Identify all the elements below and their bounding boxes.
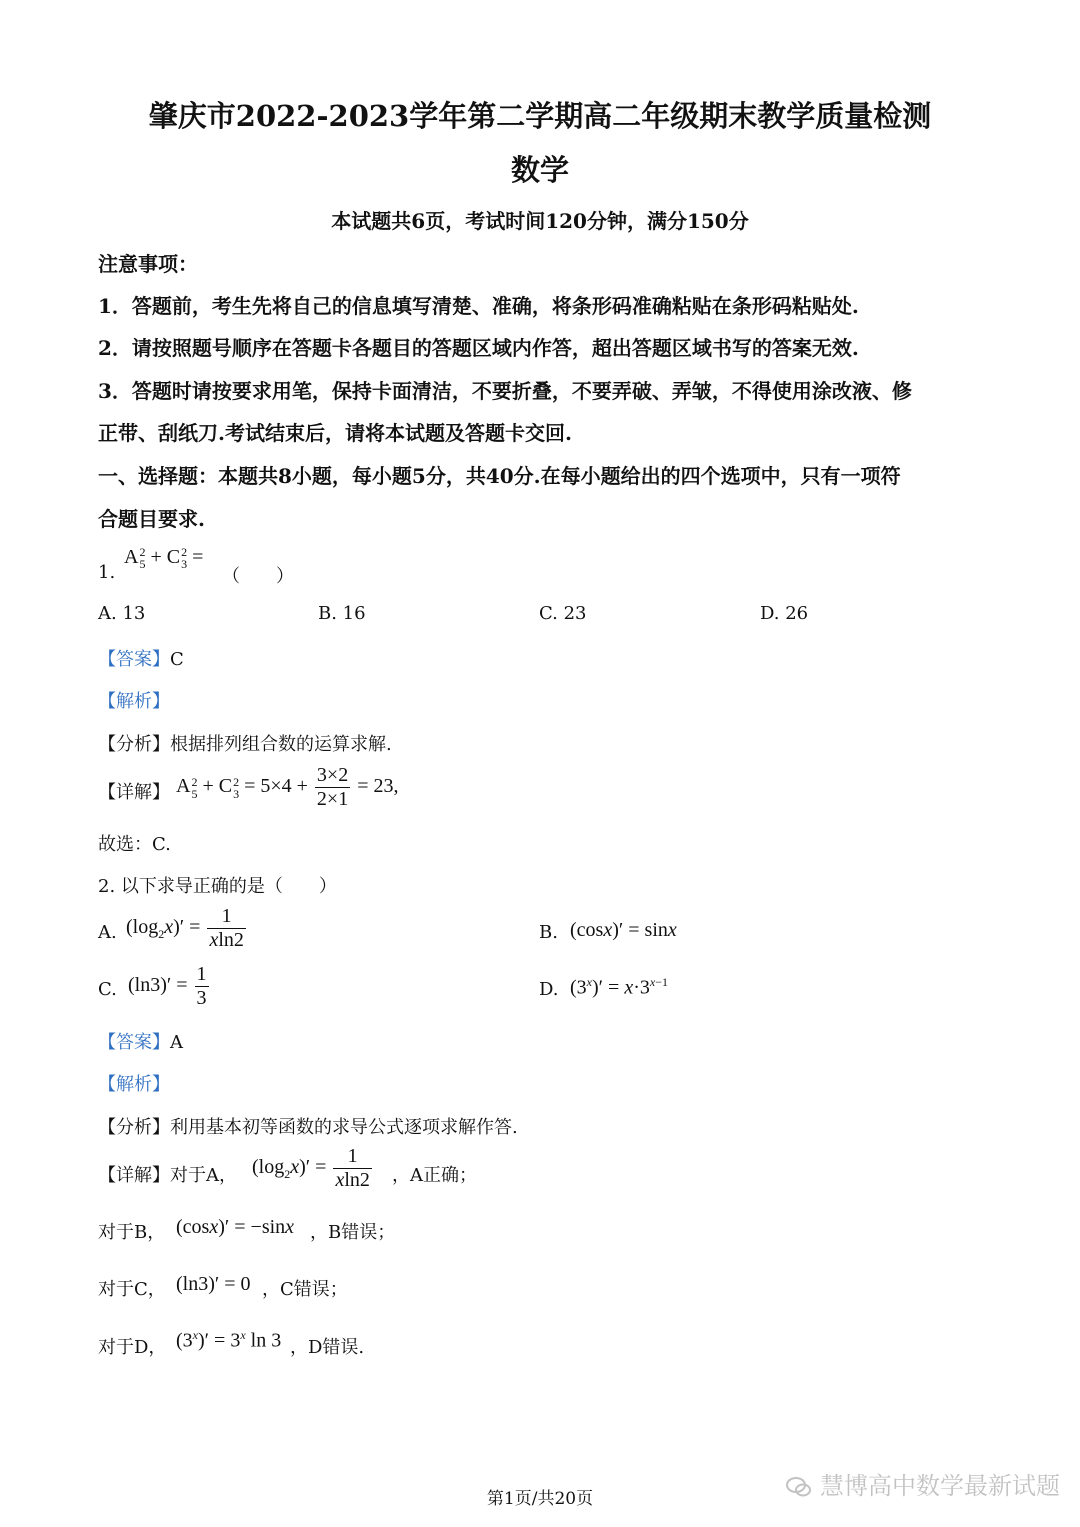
wechat-icon [786, 1472, 820, 1500]
q2-detail-a-formula: $(\log_2x)'$ = $\frac{1}{xln2}$ [252, 1145, 370, 1191]
notice-item-2: 2．请按照题号顺序在答题卡各题目的答题区域内作答，超出答题区域书写的答案无效. [98, 336, 859, 360]
notice-item-3-cont: 正带、刮纸刀.考试结束后，请将本试题及答题卡交回. [98, 421, 572, 445]
page-title: 肇庆市2022-2023学年第二学期高二年级期末教学质量检测 [148, 99, 932, 133]
q2-detail-a [98, 1161, 237, 1187]
exam-info: 本试题共6页，考试时间120分钟，满分150分 [331, 209, 749, 233]
for-a-label: 对于A， [170, 1165, 237, 1186]
fenxi-text: 根据排列组合数的运算求解. [170, 734, 392, 755]
q2-option-c-formula: (ln3)′ = $\frac{1}{3}$ [128, 963, 207, 1009]
q2-detail-c-result: ，C错误； [262, 1279, 348, 1300]
q1-option-a: A. 13 [98, 603, 146, 624]
section-heading-cont: 合题目要求. [98, 507, 205, 531]
q2-detail-b-formula: (cosx)′ = −sinx [176, 1216, 295, 1238]
q1-option-d: D. 26 [760, 603, 809, 624]
q1-option-b: B. 16 [318, 603, 366, 624]
q1-expression: A 2 5 + C 2 3 = [124, 545, 204, 572]
q2-option-d-formula: $(3^x)' = x\cdot 3^{x-1}$ [570, 975, 668, 999]
fenxi-tag: 【分析】 [98, 1117, 170, 1138]
section-heading: 一、选择题：本题共8小题，每小题5分，共40分.在每小题给出的四个选项中，只有一项符 [98, 464, 901, 488]
q1-xiangjie-tag: 【详解】 [98, 782, 170, 803]
q1-paren: （ ） [222, 566, 294, 587]
answer-value: A [170, 1032, 183, 1053]
q2-detail-a-result: ，A正确； [392, 1165, 477, 1186]
q2-option-c-label: C. [98, 979, 117, 1000]
q2-detail-b-result: ，B错误； [310, 1222, 396, 1243]
q1-analysis-tag: 【解析】 [98, 691, 170, 712]
q2-detail-b-label: 对于B， [98, 1222, 166, 1243]
q2-detail-c-formula: (ln3)′ = 0 [176, 1273, 251, 1295]
q1-conclusion: 故选：C. [98, 834, 171, 855]
watermark [786, 1466, 1060, 1501]
notice-heading: 注意事项： [98, 252, 198, 276]
q2-option-b-label: B. [539, 922, 558, 943]
watermark-text: 慧博高中数学最新试题 [820, 1472, 1060, 1500]
q1-number: 1. [98, 562, 116, 583]
q2-detail-c-label: 对于C， [98, 1279, 166, 1300]
answer-value: C [170, 649, 184, 670]
subject-title: 数学 [510, 153, 569, 187]
q2-stem: 2. 以下求导正确的是（ ） [98, 876, 337, 897]
q1-option-c: C. 23 [539, 603, 587, 624]
q1-answer [98, 645, 184, 671]
page-number: 第1页/共20页 [486, 1489, 594, 1509]
q2-detail-d-result: ，D错误. [290, 1337, 365, 1358]
xiangjie-tag: 【详解】 [98, 1165, 170, 1186]
fenxi-tag: 【分析】 [98, 734, 170, 755]
notice-item-1: 1．答题前，考生先将自己的信息填写清楚、准确，将条形码准确粘贴在条形码粘贴处. [98, 294, 859, 318]
answer-tag: 【答案】 [98, 649, 170, 670]
q1-fenxi [98, 730, 392, 756]
q2-analysis-tag: 【解析】 [98, 1074, 170, 1095]
q1-solution-formula: A 2 5 + C 2 3 = 5×4 + $\frac{3\times 2}{2\times 1}$ = 23, [176, 764, 399, 810]
answer-tag: 【答案】 [98, 1032, 170, 1053]
q2-option-a-label: A. [98, 922, 117, 943]
q2-option-b-formula: (cosx)′ = sinx [570, 919, 677, 941]
q2-fenxi [98, 1113, 518, 1139]
q2-option-a-formula: $(\log_2x)'$ = $\frac{1}{xln2}$ [126, 905, 244, 951]
fenxi-text: 利用基本初等函数的求导公式逐项求解作答. [170, 1117, 518, 1138]
q2-detail-d-label: 对于D， [98, 1337, 167, 1358]
q2-detail-d-formula: $(3^x)' = 3^x$ ln 3 [176, 1328, 282, 1352]
q2-answer [98, 1028, 183, 1054]
notice-item-3: 3．答题时请按要求用笔，保持卡面清洁，不要折叠，不要弄破、弄皱，不得使用涂改液、修 [98, 379, 912, 403]
q2-option-d-label: D. [539, 979, 559, 1000]
